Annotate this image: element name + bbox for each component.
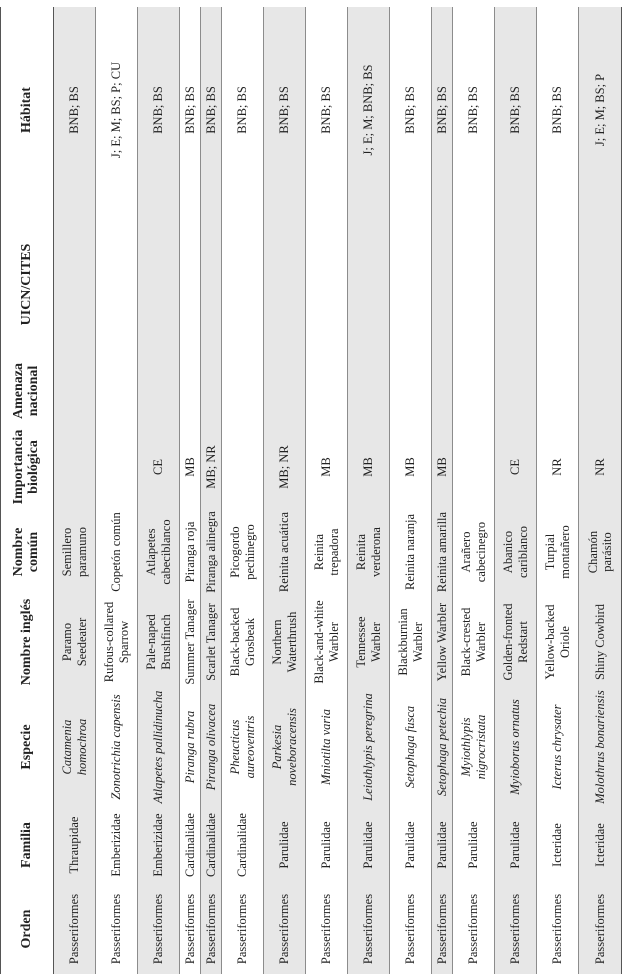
cell-orden: Passeriformes — [579, 884, 622, 974]
cell-importancia: MB; NR — [264, 426, 306, 508]
cell-amenaza — [537, 356, 579, 426]
cell-nombre-ingles: Scarlet Tanager — [201, 596, 222, 688]
cell-importancia: CE — [495, 426, 537, 508]
cell-amenaza — [453, 356, 495, 426]
cell-especie: Parkesia noveboracensis — [264, 688, 306, 806]
table-row — [264, 7, 306, 974]
cell-uicn-cites — [390, 213, 432, 356]
cell-nombre-ingles: Black-backed Grosbeak — [222, 596, 264, 688]
cell-uicn-cites — [306, 213, 348, 356]
cell-nombre-ingles: Black-and-white Warbler — [306, 596, 348, 688]
cell-nombre-comun: Reinita verderona — [348, 508, 390, 596]
cell-nombre-comun: Copetón común — [96, 508, 138, 596]
cell-uicn-cites — [453, 213, 495, 356]
cell-familia: Cardinalidae — [222, 806, 264, 884]
cell-uicn-cites — [579, 213, 622, 356]
cell-nombre-ingles: Paramo Seedeater — [54, 596, 96, 688]
cell-orden: Passeriformes — [138, 884, 180, 974]
cell-amenaza — [201, 356, 222, 426]
table-row — [432, 7, 453, 974]
header-amenaza-nacional: Amenaza nacional — [1, 356, 54, 426]
cell-amenaza — [180, 356, 201, 426]
cell-especie: Pheucticus aureoventris — [222, 688, 264, 806]
cell-nombre-ingles: Yellow Warbler — [432, 596, 453, 688]
cell-habitat: BNB; BS — [201, 7, 222, 213]
cell-orden: Passeriformes — [306, 884, 348, 974]
cell-familia: Emberizidae — [138, 806, 180, 884]
cell-amenaza — [264, 356, 306, 426]
cell-familia: Icteridae — [537, 806, 579, 884]
cell-nombre-ingles: Blackburnian Warbler — [390, 596, 432, 688]
cell-nombre-comun: Reinita amarilla — [432, 508, 453, 596]
cell-especie: Piranga olivacea — [201, 688, 222, 806]
cell-familia: Cardinalidae — [180, 806, 201, 884]
header-habitat: Hábitat — [1, 7, 54, 213]
cell-importancia: MB; NR — [201, 426, 222, 508]
cell-familia: Parulidae — [453, 806, 495, 884]
table-row — [495, 7, 537, 974]
cell-familia: Parulidae — [432, 806, 453, 884]
cell-uicn-cites — [264, 213, 306, 356]
cell-especie: Myioborus ornatus — [495, 688, 537, 806]
cell-habitat: BNB; BS — [306, 7, 348, 213]
cell-especie: Catamenia homochroa — [54, 688, 96, 806]
cell-especie: Zonotrichia capensis — [96, 688, 138, 806]
cell-orden: Passeriformes — [264, 884, 306, 974]
cell-amenaza — [54, 356, 96, 426]
cell-nombre-ingles: Pale-naped Brushfinch — [138, 596, 180, 688]
cell-habitat: J; E; M; BNB; BS — [348, 7, 390, 213]
cell-especie: Molothrus bonariensis — [579, 688, 622, 806]
table-row — [96, 7, 138, 974]
cell-uicn-cites — [180, 213, 201, 356]
cell-importancia: NR — [579, 426, 622, 508]
cell-orden: Passeriformes — [96, 884, 138, 974]
cell-familia: Parulidae — [348, 806, 390, 884]
cell-especie: Icterus chrysater — [537, 688, 579, 806]
cell-habitat: BNB; BS — [264, 7, 306, 213]
cell-nombre-ingles: Golden-fronted Redstart — [495, 596, 537, 688]
table-body — [54, 7, 622, 974]
table-row — [453, 7, 495, 974]
cell-especie: Setophaga fusca — [390, 688, 432, 806]
table-row — [348, 7, 390, 974]
cell-importancia — [54, 426, 96, 508]
cell-orden: Passeriformes — [201, 884, 222, 974]
cell-amenaza — [96, 356, 138, 426]
cell-especie: Mniotilta varia — [306, 688, 348, 806]
cell-amenaza — [432, 356, 453, 426]
cell-uicn-cites — [537, 213, 579, 356]
cell-habitat: BNB; BS — [138, 7, 180, 213]
cell-importancia: NR — [537, 426, 579, 508]
table-row — [306, 7, 348, 974]
cell-uicn-cites — [432, 213, 453, 356]
cell-nombre-comun: Piranga roja — [180, 508, 201, 596]
header-uicn-cites: UICN/CITES — [1, 213, 54, 356]
cell-habitat: BNB; BS — [390, 7, 432, 213]
cell-nombre-ingles: Shiny Cowbird — [579, 596, 622, 688]
header-familia: Familia — [1, 806, 54, 884]
cell-nombre-comun: Turpial montañero — [537, 508, 579, 596]
cell-familia: Cardinalidae — [201, 806, 222, 884]
cell-nombre-ingles: Rufous-collared Sparrow — [96, 596, 138, 688]
cell-uicn-cites — [138, 213, 180, 356]
cell-orden: Passeriformes — [390, 884, 432, 974]
cell-importancia: MB — [390, 426, 432, 508]
cell-especie: Piranga rubra — [180, 688, 201, 806]
cell-nombre-comun: Arañero cabecinegro — [453, 508, 495, 596]
cell-orden: Passeriformes — [453, 884, 495, 974]
cell-orden: Passeriformes — [537, 884, 579, 974]
cell-especie: Atlapetes pallidinucha — [138, 688, 180, 806]
cell-especie: Leiothlypis peregrina — [348, 688, 390, 806]
header-especie: Especie — [1, 688, 54, 806]
species-table — [0, 7, 622, 974]
cell-orden: Passeriformes — [180, 884, 201, 974]
cell-uicn-cites — [348, 213, 390, 356]
cell-familia: Parulidae — [495, 806, 537, 884]
cell-habitat: J; E; M; BS; P; CU — [96, 7, 138, 213]
cell-nombre-ingles: Black-crested Warbler — [453, 596, 495, 688]
cell-habitat: BNB; BS — [495, 7, 537, 213]
cell-amenaza — [579, 356, 622, 426]
cell-amenaza — [222, 356, 264, 426]
cell-nombre-ingles: Northern Waterthrush — [264, 596, 306, 688]
cell-importancia — [453, 426, 495, 508]
cell-nombre-ingles: Tennessee Warbler — [348, 596, 390, 688]
cell-familia: Emberizidae — [96, 806, 138, 884]
cell-importancia: CE — [138, 426, 180, 508]
cell-importancia: MB — [432, 426, 453, 508]
cell-orden: Passeriformes — [54, 884, 96, 974]
cell-habitat: BNB; BS — [537, 7, 579, 213]
cell-familia: Thraupidae — [54, 806, 96, 884]
cell-importancia — [222, 426, 264, 508]
header-nombre-ingles: Nombre inglés — [1, 596, 54, 688]
table-row — [390, 7, 432, 974]
cell-habitat: BNB; BS — [432, 7, 453, 213]
cell-familia: Parulidae — [390, 806, 432, 884]
cell-especie: Myiothlypis nigrocristata — [453, 688, 495, 806]
table-row — [54, 7, 96, 974]
cell-nombre-ingles: Yellow-backed Oriole — [537, 596, 579, 688]
cell-habitat: BNB; BS — [222, 7, 264, 213]
cell-familia: Icteridae — [579, 806, 622, 884]
cell-importancia: MB — [306, 426, 348, 508]
cell-importancia: MB — [348, 426, 390, 508]
cell-nombre-comun: Semillero paramuno — [54, 508, 96, 596]
cell-nombre-ingles: Summer Tanager — [180, 596, 201, 688]
table-row — [579, 7, 622, 974]
table-row — [537, 7, 579, 974]
cell-nombre-comun: Atlapetes cabeciblanco — [138, 508, 180, 596]
table-row — [180, 7, 201, 974]
cell-nombre-comun: Reinita naranja — [390, 508, 432, 596]
cell-habitat: J; E; M; BS; P — [579, 7, 622, 213]
cell-nombre-comun: Reinita acuática — [264, 508, 306, 596]
cell-uicn-cites — [201, 213, 222, 356]
cell-familia: Parulidae — [264, 806, 306, 884]
cell-nombre-comun: Chamón parásito — [579, 508, 622, 596]
cell-amenaza — [495, 356, 537, 426]
table-row — [222, 7, 264, 974]
cell-uicn-cites — [54, 213, 96, 356]
cell-nombre-comun: Piranga alinegra — [201, 508, 222, 596]
header-nombre-comun: Nombre común — [1, 508, 54, 596]
cell-amenaza — [306, 356, 348, 426]
cell-nombre-comun: Picogordo pechinegro — [222, 508, 264, 596]
cell-familia: Parulidae — [306, 806, 348, 884]
cell-amenaza — [348, 356, 390, 426]
cell-amenaza — [390, 356, 432, 426]
table-row — [138, 7, 180, 974]
cell-uicn-cites — [96, 213, 138, 356]
cell-importancia: MB — [180, 426, 201, 508]
cell-habitat: BNB; BS — [54, 7, 96, 213]
cell-nombre-comun: Reinita trepadora — [306, 508, 348, 596]
header-orden: Orden — [1, 884, 54, 974]
cell-orden: Passeriformes — [222, 884, 264, 974]
cell-habitat: BNB; BS — [453, 7, 495, 213]
header-importancia-biologica: Importancia biológica — [1, 426, 54, 508]
cell-uicn-cites — [222, 213, 264, 356]
table-row — [201, 7, 222, 974]
table-header — [1, 7, 54, 974]
cell-especie: Setophaga petechia — [432, 688, 453, 806]
cell-orden: Passeriformes — [495, 884, 537, 974]
cell-habitat: BNB; BS — [180, 7, 201, 213]
cell-orden: Passeriformes — [432, 884, 453, 974]
cell-amenaza — [138, 356, 180, 426]
cell-orden: Passeriformes — [348, 884, 390, 974]
cell-uicn-cites — [495, 213, 537, 356]
cell-nombre-comun: Abanico cariblanco — [495, 508, 537, 596]
cell-importancia — [96, 426, 138, 508]
